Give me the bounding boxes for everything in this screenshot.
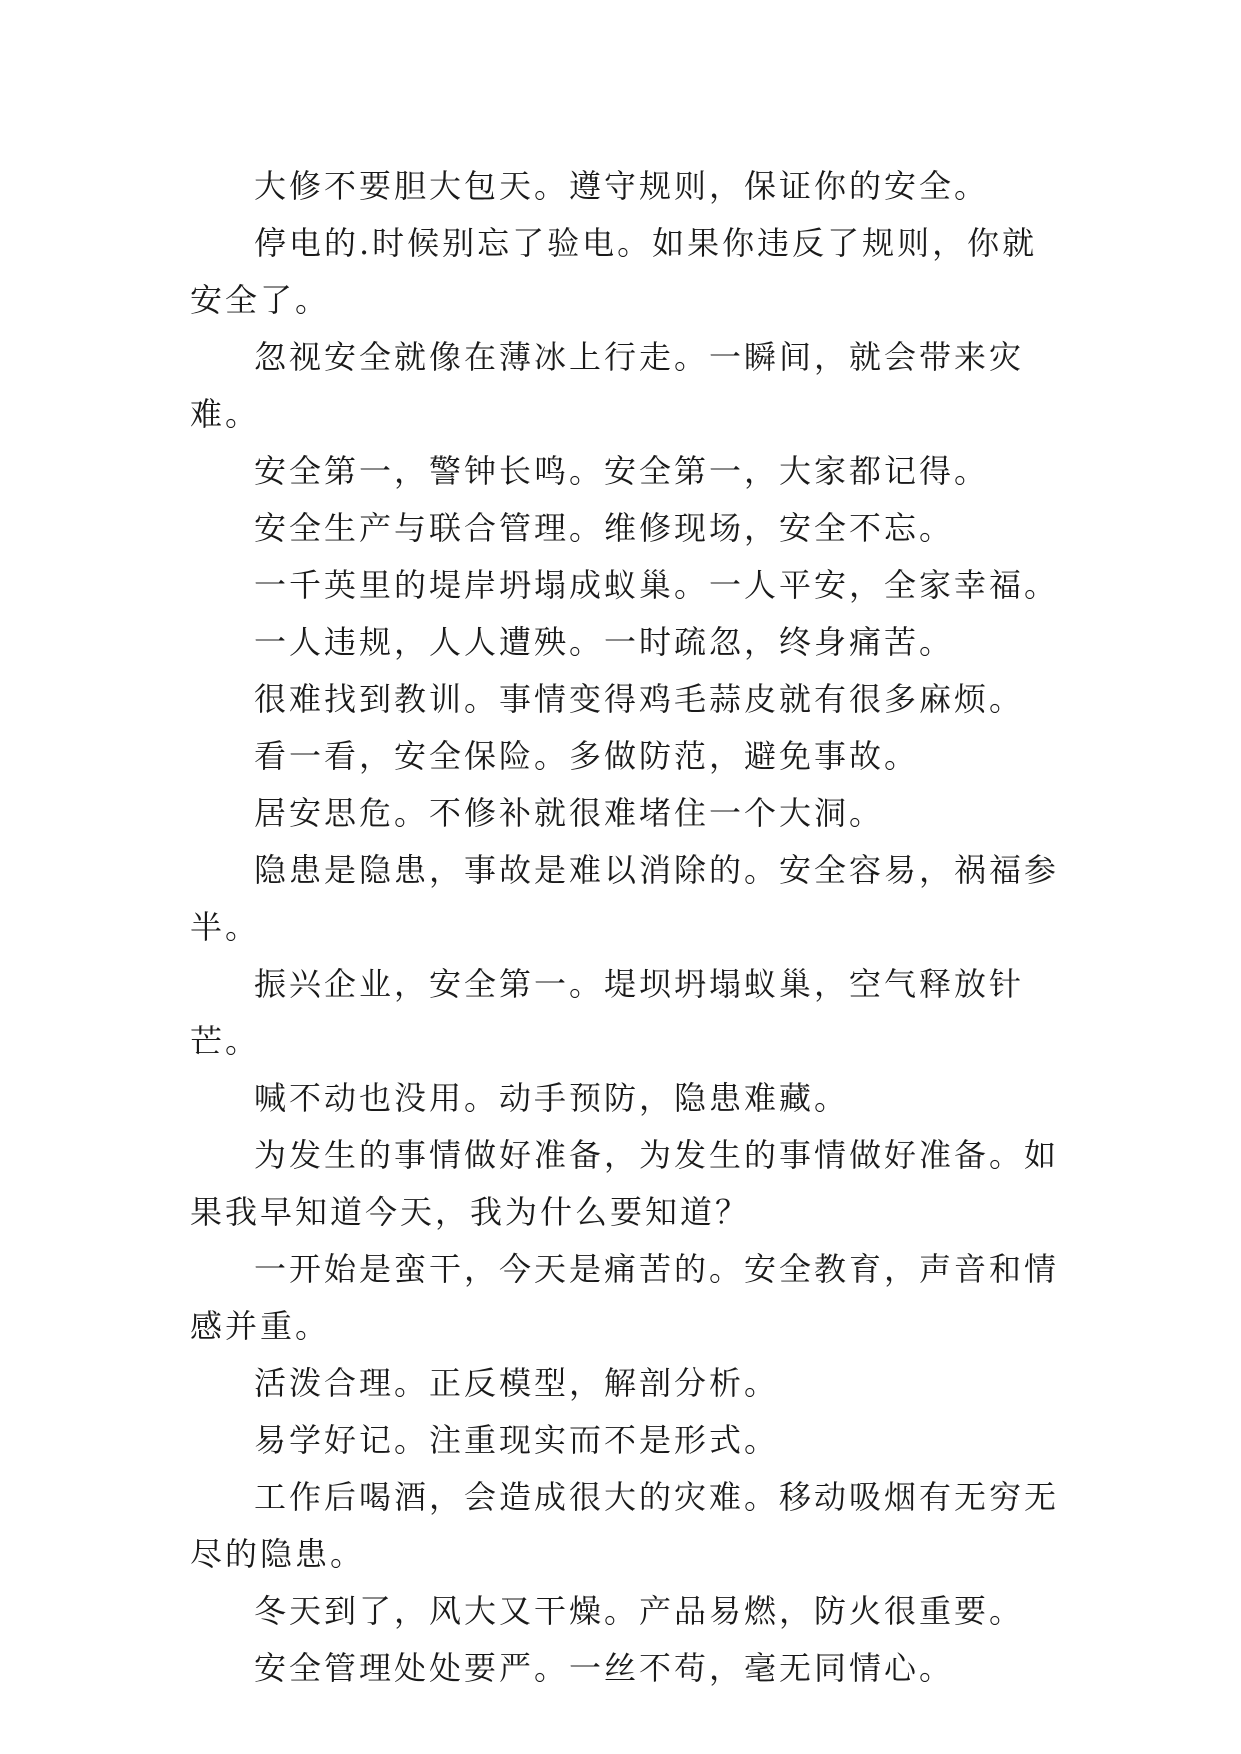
paragraph: 停电的.时候别忘了验电。如果你违反了规则，你就安全了。: [190, 224, 1038, 319]
paragraph: 冬天到了，风大又干燥。产品易燃，防火很重要。: [254, 1592, 1025, 1630]
paragraph: 易学好记。注重现实而不是形式。: [254, 1421, 780, 1459]
paragraph: 大修不要胆大包天。遵守规则，保证你的安全。: [254, 167, 990, 205]
paragraph: 工作后喝酒，会造成很大的灾难。移动吸烟有无穷无尽的隐患。: [190, 1478, 1060, 1573]
paragraph: 安全管理处处要严。一丝不苟，毫无同情心。: [254, 1649, 955, 1687]
paragraph: 看一看，安全保险。多做防范，避免事故。: [254, 737, 920, 775]
paragraph: 安全生产与联合管理。维修现场，安全不忘。: [254, 509, 955, 547]
paragraph: 忽视安全就像在薄冰上行走。一瞬间，就会带来灾难。: [190, 338, 1025, 433]
paragraph: 为发生的事情做好准备，为发生的事情做好准备。如果我早知道今天，我为什么要知道？: [190, 1136, 1060, 1231]
paragraph: 居安思危。不修补就很难堵住一个大洞。: [254, 794, 885, 832]
paragraph: 安全第一，警钟长鸣。安全第一，大家都记得。: [254, 452, 990, 490]
paragraph: 活泼合理。正反模型，解剖分析。: [254, 1364, 780, 1402]
paragraph: 振兴企业，安全第一。堤坝坍塌蚁巢，空气释放针芒。: [190, 965, 1025, 1060]
paragraph: 一开始是蛮干，今天是痛苦的。安全教育，声音和情感并重。: [190, 1250, 1060, 1345]
document-body: [190, 158, 1060, 1697]
paragraph: 一千英里的堤岸坍塌成蚁巢。一人平安，全家幸福。: [254, 566, 1060, 604]
paragraph: 很难找到教训。事情变得鸡毛蒜皮就有很多麻烦。: [254, 680, 1025, 718]
paragraph: 隐患是隐患，事故是难以消除的。安全容易，祸福参半。: [190, 851, 1060, 946]
paragraph: 喊不动也没用。动手预防，隐患难藏。: [254, 1079, 850, 1117]
paragraph: 一人违规，人人遭殃。一时疏忽，终身痛苦。: [254, 623, 955, 661]
